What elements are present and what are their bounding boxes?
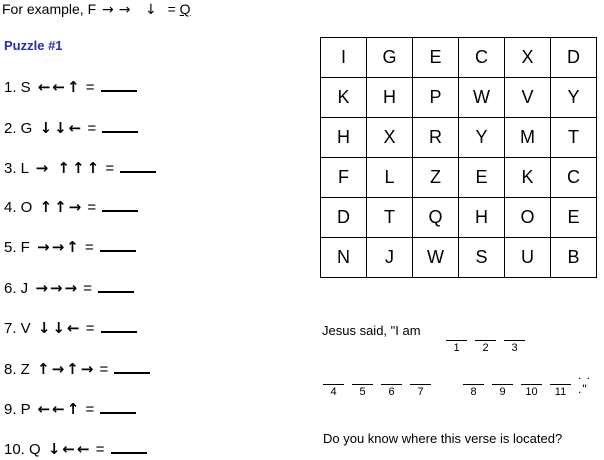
grid-cell: Z: [413, 158, 459, 198]
clue-label: 2. G: [4, 120, 33, 137]
answer-blank[interactable]: [100, 398, 136, 414]
grid-row: [321, 158, 597, 198]
puzzle-title: Puzzle #1: [4, 38, 63, 53]
clue-label: 10. Q: [4, 441, 41, 458]
clue-8: [4, 358, 150, 378]
clue-arrows: → ↑↑↑: [35, 159, 102, 177]
grid-cell: E: [459, 158, 505, 198]
answer-blank[interactable]: [102, 196, 138, 212]
example-arrows: →→ ↓: [102, 2, 162, 18]
example-line: [2, 1, 191, 18]
clue-1: [4, 76, 137, 96]
grid-cell: D: [551, 38, 597, 78]
grid-row: [321, 118, 597, 158]
clue-arrows: ↓↓←: [37, 319, 82, 337]
grid-cell: E: [413, 38, 459, 78]
grid-cell: J: [367, 238, 413, 278]
clue-10: [4, 438, 147, 458]
clue-label: 1. S: [4, 79, 31, 96]
clue-arrows: ←←↑: [37, 78, 82, 96]
clue-equals: =: [85, 320, 95, 337]
grid-cell: I: [321, 38, 367, 78]
grid-cell: B: [551, 238, 597, 278]
clue-label: 5. F: [4, 239, 30, 256]
answer-blank[interactable]: [102, 117, 138, 133]
grid-cell: T: [367, 198, 413, 238]
answer-blank[interactable]: [120, 157, 156, 173]
clue-arrows: ←←↑: [37, 400, 82, 418]
grid-row: [321, 78, 597, 118]
clue-equals: =: [85, 401, 95, 418]
grid-cell: R: [413, 118, 459, 158]
verse-slot-6[interactable]: 6: [381, 384, 402, 398]
clue-label: 8. Z: [4, 361, 30, 378]
verse-slot-10[interactable]: 10: [521, 384, 542, 398]
grid-row: [321, 38, 597, 78]
grid-cell: F: [321, 158, 367, 198]
grid-cell: U: [505, 238, 551, 278]
verse-slot-11[interactable]: 11: [550, 384, 571, 398]
clue-label: 7. V: [4, 320, 31, 337]
grid-cell: T: [551, 118, 597, 158]
grid-cell: Y: [459, 118, 505, 158]
clue-arrows: ↓←←: [47, 440, 92, 458]
answer-blank[interactable]: [98, 277, 134, 293]
clue-7: [4, 317, 137, 337]
clue-label: 9. P: [4, 401, 31, 418]
answer-blank[interactable]: [114, 358, 150, 374]
clue-arrows: ↓↓←: [39, 119, 84, 137]
verse-slot-2[interactable]: 2: [475, 340, 496, 354]
clue-4: [4, 196, 138, 216]
answer-blank[interactable]: [111, 438, 147, 454]
example-equals: =: [167, 1, 176, 17]
verse-slot-9[interactable]: 9: [492, 384, 513, 398]
grid-cell: Q: [413, 198, 459, 238]
grid-cell: V: [505, 78, 551, 118]
grid-cell: W: [459, 78, 505, 118]
clue-equals: =: [85, 79, 95, 96]
grid-cell: P: [413, 78, 459, 118]
grid-cell: H: [321, 118, 367, 158]
grid-cell: N: [321, 238, 367, 278]
verse-slot-1[interactable]: 1: [446, 340, 467, 354]
answer-blank[interactable]: [100, 236, 136, 252]
grid-cell: D: [321, 198, 367, 238]
clue-label: 4. O: [4, 199, 33, 216]
answer-blank[interactable]: [101, 76, 137, 92]
grid-cell: E: [551, 198, 597, 238]
example-answer: Q: [179, 1, 191, 17]
clue-equals: =: [87, 199, 97, 216]
letter-grid: [320, 37, 597, 278]
verse-intro: Jesus said, "I am: [322, 323, 421, 338]
grid-cell: Y: [551, 78, 597, 118]
verse-slot-4[interactable]: 4: [323, 384, 344, 398]
grid-cell: K: [321, 78, 367, 118]
verse-slot-5[interactable]: 5: [352, 384, 373, 398]
grid-cell: C: [551, 158, 597, 198]
grid-cell: G: [367, 38, 413, 78]
clue-5: [4, 236, 136, 256]
clue-equals: =: [87, 120, 97, 137]
clue-6: [4, 277, 134, 297]
clue-equals: =: [99, 361, 109, 378]
clue-arrows: →→→: [35, 279, 80, 297]
clue-equals: =: [95, 441, 105, 458]
verse-ellipsis: . . .": [578, 368, 592, 396]
verse-slot-3[interactable]: 3: [504, 340, 525, 354]
verse-slot-8[interactable]: 8: [463, 384, 484, 398]
clue-9: [4, 398, 136, 418]
example-prefix: For example, F: [2, 1, 97, 17]
grid-row: [321, 198, 597, 238]
grid-cell: M: [505, 118, 551, 158]
clue-equals: =: [105, 160, 115, 177]
grid-cell: X: [367, 118, 413, 158]
grid-cell: X: [505, 38, 551, 78]
grid-cell: O: [505, 198, 551, 238]
grid-row: [321, 238, 597, 278]
clue-equals: =: [84, 239, 94, 256]
grid-cell: C: [459, 38, 505, 78]
verse-question: Do you know where this verse is located?: [323, 431, 563, 446]
grid-cell: H: [367, 78, 413, 118]
answer-blank[interactable]: [101, 317, 137, 333]
clue-arrows: →→↑: [37, 238, 81, 256]
clue-arrows: ↑→↑→: [37, 360, 96, 378]
grid-cell: W: [413, 238, 459, 278]
clue-3: [4, 157, 156, 177]
grid-cell: S: [459, 238, 505, 278]
grid-cell: L: [367, 158, 413, 198]
verse-slot-7[interactable]: 7: [410, 384, 431, 398]
grid-cell: K: [505, 158, 551, 198]
grid-cell: H: [459, 198, 505, 238]
clue-2: [4, 117, 138, 137]
clue-label: 3. L: [4, 160, 29, 177]
clue-label: 6. J: [4, 280, 29, 297]
clue-arrows: ↑↑→: [39, 198, 84, 216]
clue-equals: =: [83, 280, 93, 297]
